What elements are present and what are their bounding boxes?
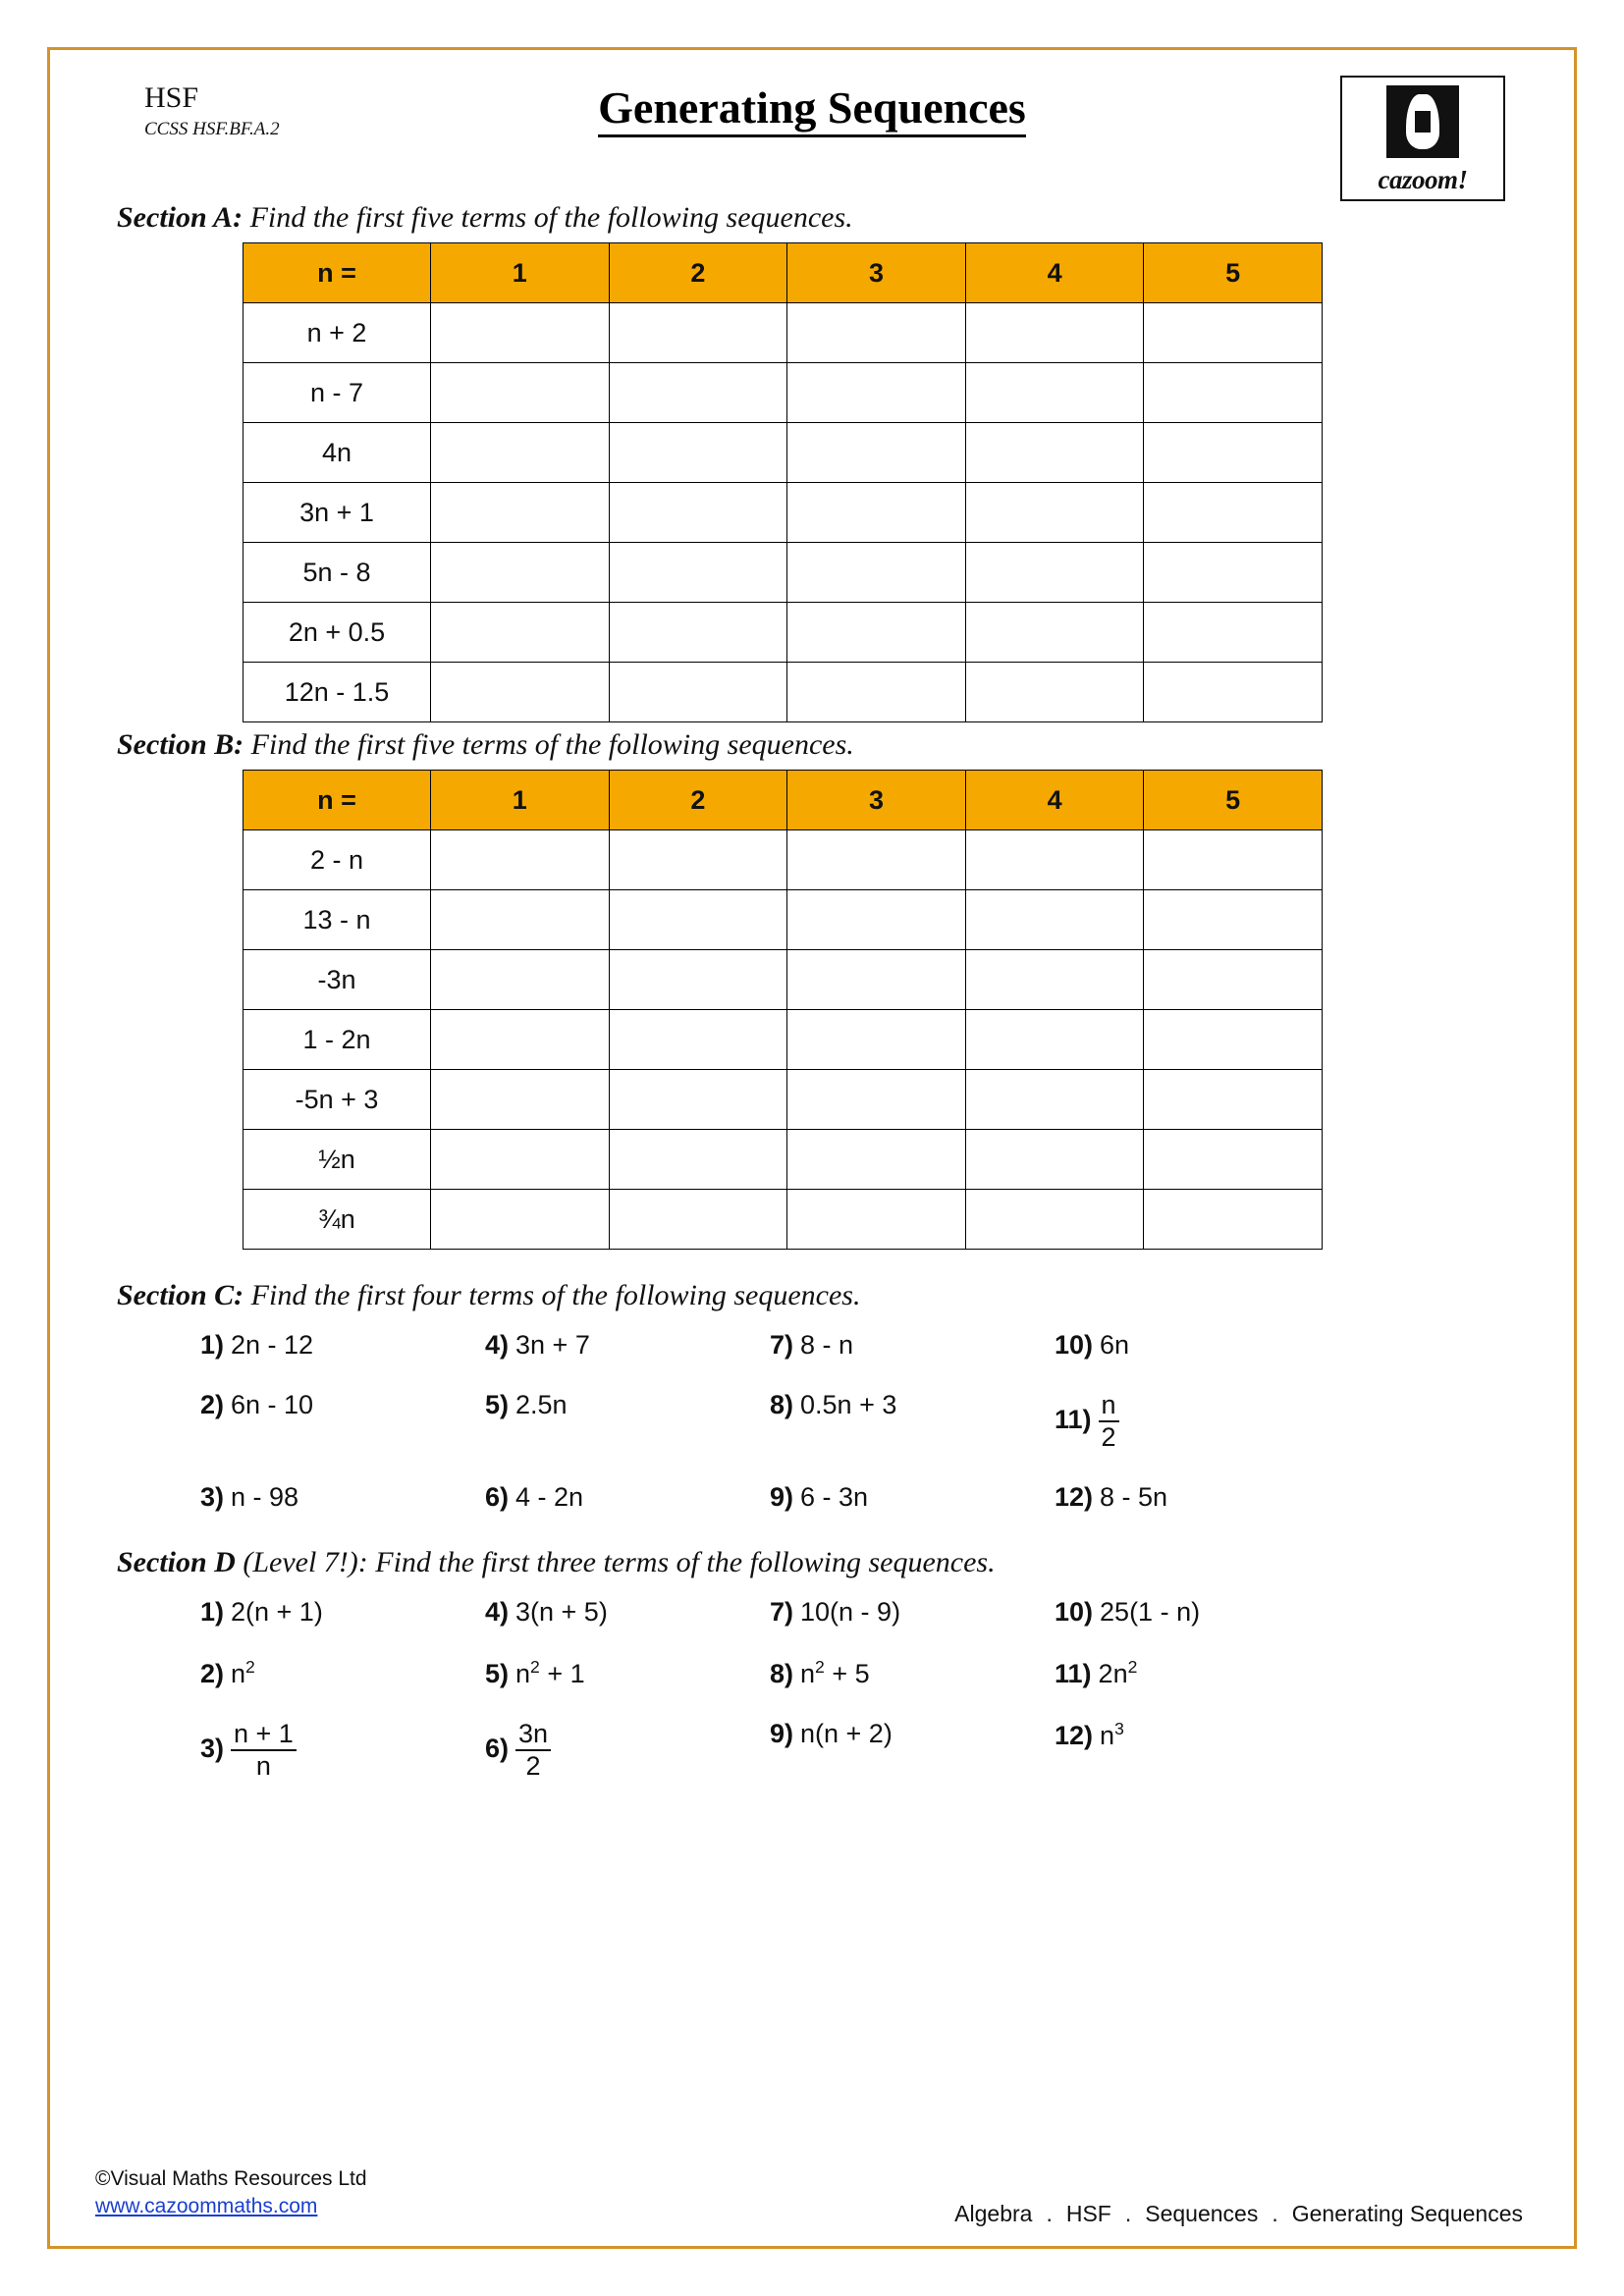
question-item bbox=[770, 1330, 1055, 1361]
question-number: 12) bbox=[1055, 1482, 1094, 1513]
question-text: n bbox=[800, 1659, 816, 1689]
question-item bbox=[200, 1719, 485, 1782]
question-item bbox=[200, 1330, 485, 1361]
page-footer bbox=[95, 2167, 1535, 2232]
answer-cell[interactable] bbox=[431, 1070, 610, 1130]
table-header-cell: n = bbox=[244, 771, 431, 830]
fraction-numerator: n bbox=[1099, 1390, 1119, 1422]
question-number: 4) bbox=[485, 1597, 510, 1628]
answer-cell[interactable] bbox=[965, 423, 1144, 483]
section-a-label: Section A: bbox=[117, 201, 244, 234]
table-row bbox=[244, 543, 1323, 603]
logo-wordmark: cazoom! bbox=[1378, 165, 1468, 194]
question-number: 1) bbox=[200, 1597, 225, 1628]
answer-cell[interactable] bbox=[609, 423, 787, 483]
section-d-level: (Level 7!) bbox=[243, 1546, 358, 1579]
answer-cell[interactable] bbox=[431, 603, 610, 663]
question-number: 5) bbox=[485, 1659, 510, 1689]
section-d-instruction: : Find the first three terms of the following sequences. bbox=[357, 1546, 996, 1579]
table-header-cell: 5 bbox=[1144, 243, 1323, 303]
exponent: 2 bbox=[815, 1657, 825, 1678]
answer-cell[interactable] bbox=[609, 303, 787, 363]
sequence-rule: 12n - 1.5 bbox=[244, 663, 431, 722]
question-text: 4 - 2n bbox=[515, 1482, 584, 1513]
answer-cell[interactable] bbox=[965, 603, 1144, 663]
answer-cell[interactable] bbox=[965, 663, 1144, 722]
answer-cell[interactable] bbox=[609, 603, 787, 663]
question-item bbox=[200, 1657, 485, 1689]
table-row bbox=[244, 423, 1323, 483]
answer-cell[interactable] bbox=[431, 663, 610, 722]
table-header-cell: n = bbox=[244, 243, 431, 303]
answer-cell[interactable] bbox=[609, 363, 787, 423]
answer-cell[interactable] bbox=[1144, 1190, 1323, 1250]
question-number: 6) bbox=[485, 1734, 510, 1764]
question-text: 0.5n + 3 bbox=[800, 1390, 897, 1420]
table-header-cell: 5 bbox=[1144, 771, 1323, 830]
section-d-questions bbox=[200, 1597, 1527, 1782]
sequence-rule: -5n + 3 bbox=[244, 1070, 431, 1130]
table-header-cell: 2 bbox=[609, 771, 787, 830]
question-number: 10) bbox=[1055, 1597, 1094, 1628]
answer-cell[interactable] bbox=[1144, 423, 1323, 483]
question-number: 1) bbox=[200, 1330, 225, 1360]
section-c-instruction: Find the first four terms of the following sequences. bbox=[250, 1279, 861, 1311]
sequence-rule: n + 2 bbox=[244, 303, 431, 363]
answer-cell[interactable] bbox=[1144, 543, 1323, 603]
question-number: 8) bbox=[770, 1659, 794, 1689]
answer-cell[interactable] bbox=[609, 830, 787, 890]
answer-cell[interactable] bbox=[965, 950, 1144, 1010]
table-row bbox=[244, 1070, 1323, 1130]
answer-cell[interactable] bbox=[431, 423, 610, 483]
exponent: 2 bbox=[1127, 1657, 1138, 1678]
answer-cell[interactable] bbox=[787, 483, 966, 543]
question-item bbox=[770, 1597, 1055, 1628]
question-item bbox=[485, 1597, 770, 1628]
fraction bbox=[231, 1719, 297, 1782]
sequence-rule: 2n + 0.5 bbox=[244, 603, 431, 663]
question-text: 8 - n bbox=[800, 1330, 854, 1360]
answer-cell[interactable] bbox=[787, 1130, 966, 1190]
answer-cell[interactable] bbox=[787, 543, 966, 603]
cazoom-logo bbox=[1340, 76, 1505, 201]
fraction-denominator: 2 bbox=[1101, 1422, 1116, 1453]
sequence-rule: 3n + 1 bbox=[244, 483, 431, 543]
question-number: 3) bbox=[200, 1482, 225, 1513]
answer-cell[interactable] bbox=[1144, 363, 1323, 423]
answer-cell[interactable] bbox=[787, 423, 966, 483]
question-text: 3(n + 5) bbox=[515, 1597, 608, 1628]
answer-cell[interactable] bbox=[431, 890, 610, 950]
question-item bbox=[1055, 1390, 1349, 1453]
answer-cell[interactable] bbox=[965, 303, 1144, 363]
table-row bbox=[244, 830, 1323, 890]
question-number: 2) bbox=[200, 1659, 225, 1689]
answer-cell[interactable] bbox=[609, 1130, 787, 1190]
question-number: 3) bbox=[200, 1734, 225, 1764]
table-header-row bbox=[244, 771, 1323, 830]
breadcrumb-item: Sequences bbox=[1145, 2201, 1259, 2226]
breadcrumb-separator: . bbox=[1272, 2201, 1278, 2226]
answer-cell[interactable] bbox=[431, 363, 610, 423]
fraction-numerator: 3n bbox=[515, 1719, 551, 1751]
sequence-rule: n - 7 bbox=[244, 363, 431, 423]
breadcrumb-item: HSF bbox=[1065, 2201, 1111, 2226]
answer-cell[interactable] bbox=[431, 950, 610, 1010]
question-text: 2n - 12 bbox=[231, 1330, 314, 1360]
answer-cell[interactable] bbox=[609, 1070, 787, 1130]
answer-cell[interactable] bbox=[787, 890, 966, 950]
answer-cell[interactable] bbox=[1144, 483, 1323, 543]
section-a-table bbox=[243, 242, 1323, 722]
question-text-tail: + 5 bbox=[824, 1659, 870, 1689]
table-row bbox=[244, 1190, 1323, 1250]
section-b-table bbox=[243, 770, 1323, 1250]
question-text: 6n - 10 bbox=[231, 1390, 314, 1420]
question-text: 8 - 5n bbox=[1100, 1482, 1168, 1513]
answer-cell[interactable] bbox=[787, 1190, 966, 1250]
question-item bbox=[485, 1482, 770, 1513]
answer-cell[interactable] bbox=[965, 830, 1144, 890]
question-text: n bbox=[1100, 1721, 1115, 1751]
answer-cell[interactable] bbox=[965, 483, 1144, 543]
answer-cell[interactable] bbox=[609, 483, 787, 543]
copyright-text: ©Visual Maths Resources Ltd bbox=[95, 2167, 367, 2190]
answer-cell[interactable] bbox=[609, 950, 787, 1010]
sequence-rule: ½n bbox=[244, 1130, 431, 1190]
section-b-heading bbox=[117, 728, 1527, 762]
table-row bbox=[244, 663, 1323, 722]
answer-cell[interactable] bbox=[1144, 890, 1323, 950]
answer-cell[interactable] bbox=[1144, 830, 1323, 890]
table-header-cell: 1 bbox=[431, 243, 610, 303]
answer-cell[interactable] bbox=[965, 890, 1144, 950]
section-b-instruction: Find the first five terms of the following sequences. bbox=[250, 728, 854, 761]
question-text: n(n + 2) bbox=[800, 1719, 893, 1749]
answer-cell[interactable] bbox=[1144, 663, 1323, 722]
question-item bbox=[485, 1719, 770, 1782]
table-row bbox=[244, 950, 1323, 1010]
worksheet-page bbox=[47, 47, 1577, 2249]
table-row bbox=[244, 483, 1323, 543]
question-number: 9) bbox=[770, 1482, 794, 1513]
question-number: 11) bbox=[1055, 1405, 1092, 1435]
answer-cell[interactable] bbox=[965, 1190, 1144, 1250]
question-text: 3n + 7 bbox=[515, 1330, 590, 1360]
section-c-label: Section C: bbox=[117, 1279, 244, 1311]
answer-cell[interactable] bbox=[431, 1190, 610, 1250]
answer-cell[interactable] bbox=[431, 1130, 610, 1190]
fraction-denominator: 2 bbox=[525, 1751, 541, 1782]
answer-cell[interactable] bbox=[787, 950, 966, 1010]
answer-cell[interactable] bbox=[431, 303, 610, 363]
question-item bbox=[770, 1719, 1055, 1782]
question-item bbox=[770, 1657, 1055, 1689]
standard-code: HSF bbox=[144, 81, 199, 114]
answer-cell[interactable] bbox=[965, 1010, 1144, 1070]
fraction bbox=[1099, 1390, 1119, 1453]
question-number: 8) bbox=[770, 1390, 794, 1420]
question-number: 11) bbox=[1055, 1659, 1092, 1689]
answer-cell[interactable] bbox=[965, 543, 1144, 603]
sequence-rule: ¾n bbox=[244, 1190, 431, 1250]
question-number: 5) bbox=[485, 1390, 510, 1420]
answer-cell[interactable] bbox=[1144, 1130, 1323, 1190]
question-number: 9) bbox=[770, 1719, 794, 1749]
table-row bbox=[244, 603, 1323, 663]
question-number: 12) bbox=[1055, 1721, 1094, 1751]
answer-cell[interactable] bbox=[609, 1190, 787, 1250]
question-number: 6) bbox=[485, 1482, 510, 1513]
sequence-rule: 1 - 2n bbox=[244, 1010, 431, 1070]
answer-cell[interactable] bbox=[787, 303, 966, 363]
answer-cell[interactable] bbox=[1144, 603, 1323, 663]
question-item bbox=[485, 1330, 770, 1361]
fraction-numerator: n + 1 bbox=[231, 1719, 297, 1751]
question-number: 2) bbox=[200, 1390, 225, 1420]
question-text: 10(n - 9) bbox=[800, 1597, 901, 1628]
question-text: 25(1 - n) bbox=[1100, 1597, 1201, 1628]
question-item bbox=[1055, 1330, 1349, 1361]
table-header-cell: 1 bbox=[431, 771, 610, 830]
cazoom-hourglass-icon bbox=[1386, 85, 1459, 158]
question-number: 7) bbox=[770, 1330, 794, 1360]
answer-cell[interactable] bbox=[1144, 1070, 1323, 1130]
table-header-cell: 3 bbox=[787, 771, 966, 830]
section-c-questions bbox=[200, 1330, 1527, 1513]
exponent: 3 bbox=[1114, 1719, 1124, 1739]
question-text-tail: + 1 bbox=[539, 1659, 585, 1689]
question-text: n bbox=[231, 1659, 246, 1689]
answer-cell[interactable] bbox=[1144, 1010, 1323, 1070]
section-d-label: Section D bbox=[117, 1546, 236, 1579]
section-a-instruction: Find the first five terms of the following sequences. bbox=[249, 201, 853, 234]
question-item bbox=[1055, 1657, 1349, 1689]
exponent: 2 bbox=[530, 1657, 540, 1678]
answer-cell[interactable] bbox=[965, 363, 1144, 423]
table-row bbox=[244, 303, 1323, 363]
answer-cell[interactable] bbox=[431, 543, 610, 603]
section-d-heading bbox=[117, 1546, 1527, 1579]
breadcrumb-item: Generating Sequences bbox=[1291, 2201, 1523, 2226]
table-header-cell: 2 bbox=[609, 243, 787, 303]
table-row bbox=[244, 1130, 1323, 1190]
answer-cell[interactable] bbox=[787, 830, 966, 890]
standard-reference: CCSS HSF.BF.A.2 bbox=[144, 119, 280, 139]
question-text: n bbox=[515, 1659, 531, 1689]
section-a-heading bbox=[117, 201, 1527, 235]
question-text: 6 - 3n bbox=[800, 1482, 869, 1513]
answer-cell[interactable] bbox=[787, 603, 966, 663]
question-number: 7) bbox=[770, 1597, 794, 1628]
question-item bbox=[200, 1482, 485, 1513]
answer-cell[interactable] bbox=[787, 363, 966, 423]
answer-cell[interactable] bbox=[1144, 950, 1323, 1010]
answer-cell[interactable] bbox=[609, 543, 787, 603]
sequence-rule: 13 - n bbox=[244, 890, 431, 950]
table-row bbox=[244, 363, 1323, 423]
table-header-cell: 3 bbox=[787, 243, 966, 303]
question-text: n - 98 bbox=[231, 1482, 299, 1513]
breadcrumb-separator: . bbox=[1124, 2201, 1132, 2226]
answer-cell[interactable] bbox=[787, 1010, 966, 1070]
question-number: 4) bbox=[485, 1330, 510, 1360]
table-header-row bbox=[244, 243, 1323, 303]
website-link[interactable]: www.cazoommaths.com bbox=[95, 2195, 318, 2217]
answer-cell[interactable] bbox=[965, 1070, 1144, 1130]
page-title-text: Generating Sequences bbox=[598, 82, 1026, 137]
answer-cell[interactable] bbox=[431, 483, 610, 543]
question-item bbox=[200, 1597, 485, 1628]
question-text: 2(n + 1) bbox=[231, 1597, 323, 1628]
breadcrumb bbox=[954, 2201, 1523, 2227]
sequence-rule: 2 - n bbox=[244, 830, 431, 890]
page-title bbox=[97, 81, 1527, 133]
answer-cell[interactable] bbox=[965, 1130, 1144, 1190]
section-b-label: Section B: bbox=[117, 728, 244, 761]
sequence-rule: 5n - 8 bbox=[244, 543, 431, 603]
sequence-rule: -3n bbox=[244, 950, 431, 1010]
page-header bbox=[97, 68, 1527, 195]
sequence-rule: 4n bbox=[244, 423, 431, 483]
question-text: 6n bbox=[1100, 1330, 1130, 1360]
answer-cell[interactable] bbox=[787, 663, 966, 722]
table-header-cell: 4 bbox=[965, 771, 1144, 830]
answer-cell[interactable] bbox=[1144, 303, 1323, 363]
question-item bbox=[485, 1657, 770, 1689]
table-row bbox=[244, 890, 1323, 950]
question-number: 10) bbox=[1055, 1330, 1094, 1360]
question-item bbox=[200, 1390, 485, 1453]
exponent: 2 bbox=[245, 1657, 255, 1678]
answer-cell[interactable] bbox=[431, 830, 610, 890]
question-item bbox=[485, 1390, 770, 1453]
breadcrumb-separator: . bbox=[1046, 2201, 1053, 2226]
question-item bbox=[770, 1482, 1055, 1513]
question-item bbox=[1055, 1482, 1349, 1513]
section-c-heading bbox=[117, 1279, 1527, 1312]
answer-cell[interactable] bbox=[609, 1010, 787, 1070]
table-header-cell: 4 bbox=[965, 243, 1144, 303]
fraction-denominator: n bbox=[255, 1751, 271, 1782]
question-text: 2.5n bbox=[515, 1390, 568, 1420]
table-row bbox=[244, 1010, 1323, 1070]
breadcrumb-item: Algebra bbox=[954, 2201, 1033, 2226]
answer-cell[interactable] bbox=[431, 1010, 610, 1070]
answer-cell[interactable] bbox=[609, 890, 787, 950]
question-item bbox=[1055, 1719, 1349, 1782]
fraction bbox=[515, 1719, 551, 1782]
question-item bbox=[770, 1390, 1055, 1453]
answer-cell[interactable] bbox=[787, 1070, 966, 1130]
answer-cell[interactable] bbox=[609, 663, 787, 722]
question-item bbox=[1055, 1597, 1349, 1628]
question-text: 2n bbox=[1098, 1659, 1128, 1689]
